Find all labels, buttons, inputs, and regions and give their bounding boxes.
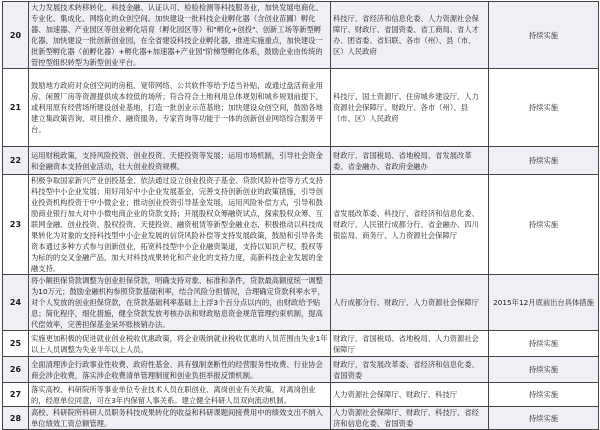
row-number: 28 [3, 407, 29, 430]
task-description: 大力发展技术转移转化、科技金融、认证认可、检验检测等科技服务业，加快发展电商化、专业化、集成化、网络化的众创空间。加快建设一批科技企业孵化器（含创业苗圃）孵化器、加速器、产业园区等创业孵化培育（孵化园区等）和"孵化+创投"、创新工场等新型孵化器，加快建设一批创新创业园，在全省建设科技企业孵化器，推进实施重点，加快建设一批新型孵化器（前孵化器）+孵化器+加速器+产业园"阶梯型孵化体系，鼓励企业由传统的管控型组织转型为新型创业平台。 [29, 2, 331, 69]
table-row [3, 407, 599, 430]
time-schedule: 持续实施 [489, 383, 599, 407]
task-description: 落实高校、科研院所等事业单位专业技术人员在职创业、离岗创业有关政策，对离岗创业的，经原单位同意，可在3年内保留人事关系。建立健全科研人员双向流动机制。 [29, 383, 331, 407]
row-number: 20 [3, 2, 29, 69]
time-schedule: 持续实施 [489, 69, 599, 147]
time-schedule: 持续实施 [489, 357, 599, 383]
policy-task-table [2, 1, 599, 430]
table-row [3, 357, 599, 383]
row-number: 22 [3, 147, 29, 175]
responsible-departments: 财政厅、省国税局、省地税局、省发展改革委、省金融办、省政府金融办 [331, 147, 489, 175]
responsible-departments: 科技厅、国土资源厅、住房城乡建设厅、人力资源社会保障厅、财政厅、各市（州）、县（市、区）人民政府 [331, 69, 489, 147]
time-schedule: 持续实施 [489, 331, 599, 357]
row-number: 26 [3, 357, 29, 383]
row-number: 27 [3, 383, 29, 407]
task-description: 运用财税政策，支持风险投资、创业投资、天使投资等发展；运用市场机制，引导社会资金和金融资本支持创业活动，壮大创业投资规模。 [29, 147, 331, 175]
time-schedule: 持续实施 [489, 175, 599, 275]
row-number: 23 [3, 175, 29, 275]
row-number: 24 [3, 275, 29, 331]
responsible-departments: 人行成都分行、财政厅、人力资源社会保障厅 [331, 275, 489, 331]
time-schedule: 持续实施 [489, 147, 599, 175]
responsible-departments: 人力资源社会保障厅、财政厅、科技厅 [331, 383, 489, 407]
time-schedule: 持续实施 [489, 2, 599, 69]
table-row [3, 331, 599, 357]
time-schedule: 2015年12月底前出台具体措施 [489, 275, 599, 331]
table-row [3, 147, 599, 175]
task-description: 将小额担保贷款调整为创业担保贷款，明确支持对象、标准和条件，贷款最高额度统一调整为10万元；鼓励金融机构参照贷款基础利率，结合风险分担情况，合理确定贷款利率水平，对个人发放的创业担保贷款，在贷款基础利率基础上上浮3个百分点以内的，由财政给予贴息；简化程序，细化措施，健全贷款发放考核办法和财政贴息资金规范管理约束机制，提高代偿效率，完善担保基金呆坏账核销办法。 [29, 275, 331, 331]
table-row [3, 69, 599, 147]
responsible-departments: 省发展改革委、科技厅、省经济和信息化委、财政厅、人民银行成都分行、省金融办、四川银监局、商务厅、人力资源社会保障厅 [331, 175, 489, 275]
responsible-departments: 科技厅、省经济和信息化委、人力资源社会保障厅、财政厅、省国资委、省工商局、省人才办、团省委、省妇联、各市（州）、县（市、区）人民政府 [331, 2, 489, 69]
table-row [3, 175, 599, 275]
task-description: 全面清理涉企行政事业性收费、政府性基金、具有强制垄断性的经营服务性收费、行业协会商会涉企收费，落实涉企收费清单管理制度和创业负担举报反馈机制。 [29, 357, 331, 383]
task-description: 鼓励地方政府对众创空间的房租、宽带网络、公共软件等给予适当补贴，或通过盘活商业用房、闲置厂房等资源提供成本较低的场所；符合符合土地利用总体规划和城乡规划前提下，或利用原有经营场所建设创业基地，打造一批创业示范基地；加快建设众创空间，鼓励各地建立集政策咨询、项目推介、融资服务、专家咨询等功能于一体的创新创业网络综合服务平台。 [29, 69, 331, 147]
row-number: 21 [3, 69, 29, 147]
time-schedule: 持续实施 [489, 407, 599, 430]
row-number: 25 [3, 331, 29, 357]
responsible-departments: 财政厅、省国税局、省地税局、人力资源社会保障厅 [331, 331, 489, 357]
task-description: 积极争取国家新兴产业创投基金、依法通过设立创业投资子基金、贷款风险补偿等方式支持科技型中小企业发展；用好用好中小企业发展基金，完善支持创新创业的政策措施，引导创业投资机构投资于中小微企业；推动创业投资引导基金发展，运用风险补偿方式，引导和鼓励商业银行加大对中小微电商企业的贷款支持；开展股权众筹融资试点，探索股权众筹、互联网金融、创业投资、股权投资、天使投资、融资租赁等新型金融业态，积极推动以科技成果转化为对象的支持科技型中小企业发展的信贷风险补偿等支持发展政策，鼓励和引导各类资本通过多种方式参与创新创业，拓宽科技型中小企业融资渠道，支持以知识产权、股权等为标的的交叉金融产品，加大对科技成果转化和产业化的支持力度，高新科技企业发展的金融支持。 [29, 175, 331, 275]
table-row [3, 2, 599, 69]
table-row [3, 383, 599, 407]
responsible-departments: 人力资源社会保障厅、财政厅、科技厅、省经济和信息化委、省国资委 [331, 407, 489, 430]
task-description: 实施更加积极的促进就业创业税收优惠政策，将企业吸纳就业税收优惠的人员范围由失业1年以上人员调整为失业半年以上人员。 [29, 331, 331, 357]
responsible-departments: 财政厅、省发展改革委、省经济和信息化委、省国资委 [331, 357, 489, 383]
task-description: 高校、科研院所科研人员职务科技成果转化的收益和科研课题间接费用中的绩效支出不纳入单位绩效工资总额管理。 [29, 407, 331, 430]
table-row [3, 275, 599, 331]
